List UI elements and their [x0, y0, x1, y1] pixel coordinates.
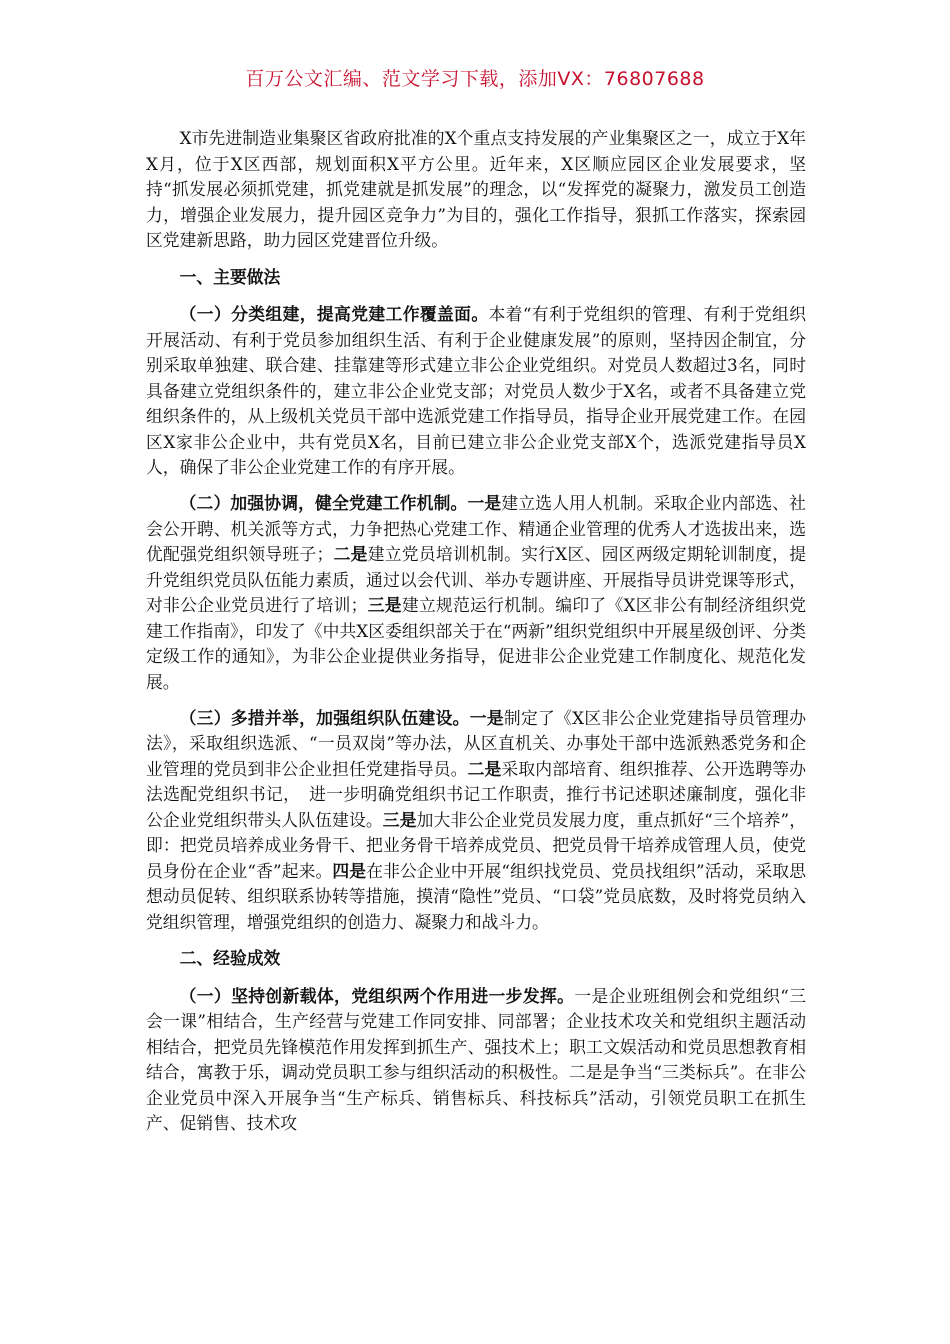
- paragraph-2-1: [146, 984, 806, 1137]
- document-body: [146, 126, 806, 1147]
- point-marker: 三是: [367, 595, 402, 615]
- paragraph-title: （二）加强协调，健全党建工作机制。: [179, 493, 468, 513]
- point-marker: 二是: [467, 758, 502, 779]
- point-text: 建立选人用人机制。采取企业内部选、社会公开聘、机关派等方式，力争把热心党建工作、精通企业管理的优秀人才选拔出来，选优配强党组织领导班子；: [146, 493, 806, 564]
- paragraph-1-2: [146, 491, 806, 695]
- point-marker: 一是: [469, 707, 504, 728]
- paragraph-title: （三）多措并举，加强组织队伍建设。: [179, 707, 470, 728]
- paragraph-text: 本着“有利于党组织的管理、有利于党组织开展活动、有利于党员参加组织生活、有利于企业健康发展”的原则，坚持因企制宜，分别采取单独建、联合建、挂靠建等形式建立非公企业党组织。对党员人数超过3名，同时具备建立党组织条件的，建立非公企业党支部；对党员人数少于X名，或者不具备建立党组织条件的，从上级机关党员干部中选派党建工作指导员，指导企业开展党建工作。在园区X家非公企业中，共有党员X名，目前已建立非公企业党支部X个，选派党建指导员X人，确保了非公企业党建工作的有序开展。: [146, 304, 806, 477]
- point-text: 在非公企业中开展“组织找党员、党员找组织”活动，采取思想动员促转、组织联系协转等措施，摸清“隐性”党员、“口袋”党员底数，及时将党员纳入党组织管理，增强党组织的创造力、凝聚力和战斗力。: [146, 860, 806, 932]
- watermark-header: 百万公文汇编、范文学习下载，添加VX：76807688: [245, 68, 705, 90]
- section-heading-1: 一、主要做法: [179, 266, 281, 287]
- intro-paragraph: X市先进制造业集聚区省政府批准的X个重点支持发展的产业集聚区之一，成立于X年X月，位于X区西部，规划面积X平方公里。近年来，X区顺应园区企业发展要求，坚持“抓发展必须抓党建，抓党建就是抓发展”的理念，以“发挥党的凝聚力，激发员工创造力，增强企业发展力，提升园区竞争力”为目的，强化工作指导，狠抓工作落实，探索园区党建新思路，助力园区党建晋位升级。: [146, 128, 806, 250]
- paragraph-1-3: [146, 706, 806, 936]
- paragraph-text: 一是企业班组例会和党组织“三会一课”相结合，生产经营与党建工作同安排、同部署；企业技术攻关和党组织主题活动相结合，把党员先锋模范作用发挥到抓生产、强技术上；职工文娱活动和党员思想教育相结合，寓教于乐，调动党员职工参与组织活动的积极性。二是是争当“三类标兵”。在非公企业党员中深入开展争当“生产标兵、销售标兵、科技标兵”活动，引领党员职工在抓生产、促销售、技术攻: [146, 985, 806, 1133]
- point-marker: 一是: [467, 493, 502, 513]
- paragraph-title: （一）分类组建，提高党建工作覆盖面。: [179, 304, 489, 324]
- point-marker: 三是: [382, 809, 417, 830]
- point-text: 建立党员培训机制。实行X区、园区两级定期轮训制度，提升党组织党员队伍能力素质，通过以会代训、举办专题讲座、开展指导员讲党课等形式，对非公企业党员进行了培训；: [146, 544, 806, 615]
- paragraph-title: （一）坚持创新载体，党组织两个作用进一步发挥。: [179, 985, 575, 1006]
- point-marker: 二是: [333, 544, 368, 564]
- point-marker: 四是: [332, 860, 367, 881]
- point-text: 建立规范运行机制。编印了《X区非公有制经济组织党建工作指南》，印发了《中共X区委组织部关于在“两新”组织党组织中开展星级创评、分类定级工作的通知》，为非公企业提供业务指导，促进非公企业党建工作制度化、规范化发展。: [146, 595, 806, 692]
- point-text: 制定了《X区非公企业党建指导员管理办法》，采取组织选派、“一员双岗”等办法，从区直机关、办事处干部中选派熟悉党务和企业管理的党员到非公企业担任党建指导员。: [146, 707, 806, 779]
- section-heading-2: 二、经验成效: [179, 948, 281, 968]
- point-text: 采取内部培育、组织推荐、公开选聘等办法选配党组织书记， 进一步明确党组织书记工作职责，推行书记述职述廉制度，强化非公企业党组织带头人队伍建设。: [146, 758, 806, 830]
- point-text: 加大非公企业党员发展力度，重点抓好“三个培养”，即：把党员培养成业务骨干、把业务骨干培养成党员、把党员骨干培养成管理人员，使党员身份在企业“香”起来。: [146, 809, 806, 881]
- paragraph-1-1: [146, 302, 806, 481]
